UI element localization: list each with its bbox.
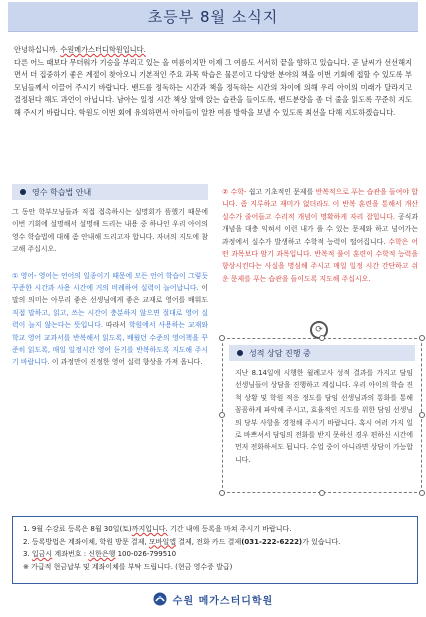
math-guide (222, 186, 418, 285)
resize-handle-icon[interactable] (319, 490, 325, 496)
english-section-heading (12, 184, 208, 200)
english-point-highlight: 영어는 언어의 일종이기 때문에 모든 언어 학습이 그렇듯 꾸준한 시간과 사용 시간에 거의 비례하여 실력이 늘어납니다. (12, 271, 208, 293)
newsletter-page (4, 0, 422, 617)
page-title: 초등부 8월 소식지 (8, 2, 418, 32)
english-math-guide (12, 184, 208, 369)
resize-handle-icon[interactable] (219, 490, 225, 496)
counsel-body-text: 지난 8.14일에 시행한 월례고사 성적 결과를 가지고 담임 선생님들이 상담을 진행하고 계십니다. 우리 아이의 학습 진척 상황 및 학원 적응 정도를 담임 선생님과의 통화를 통해 꼼꼼하게 파악해 주시고, 효율적인 지도를 위한 담임 선생님의 당부 사항을 경청해 주시기 바랍니다. 혹시 여러 가지 일로 바쁘셔서 담임의 전화를 받지 못하신 경우 편하신 시간에 먼저 전화하셔도 됩니다. 수업 중이 아니라면 상담이 가능합니다. (235, 369, 413, 464)
payment-info-box (12, 516, 418, 584)
academy-logo-icon (153, 592, 167, 606)
english-point-label: ① 영어- (12, 271, 37, 280)
info-line-1: 1. 9월 수강료 등록은 8월 30일(토)까지입니다. 기간 내에 등록을 마쳐 주시기 바랍니다. (23, 525, 292, 533)
english-heading-label: 영수 학습법 안내 (32, 187, 92, 197)
counsel-textbox[interactable] (222, 338, 422, 493)
english-point-body-b: 따라서 (105, 321, 126, 330)
english-point-tail: 이 과정만이 진정한 영어 실력 향상을 가져 옵니다. (51, 358, 203, 367)
counsel-heading-label: 성적 상담 진행 중 (249, 348, 311, 358)
resize-handle-icon[interactable] (219, 412, 225, 418)
math-body-a: 좀 지루하고 재미가 없더라도 이 반복 훈련을 통해서 개산 실수가 줄어들고 수리적 개념이 명확하게 자리 잡힙니다. (222, 200, 418, 221)
info-line-2: 2. 등록방법은 계좌이체, 학원 방문 결제, 모바일앱 결제, 전화 카드 결제(031-222-6222)가 있습니다. (23, 537, 341, 546)
math-point-label: ② 수학- (222, 188, 247, 196)
info-line-3: 3. 입금시 계좌번호 : 신한은행 100-026-799510 (23, 550, 177, 558)
academy-brand-name: 수원 메가스터디학원 (172, 595, 274, 607)
resize-handle-icon[interactable] (419, 490, 425, 496)
english-point-body-a: 이 말의 의미는 아무리 좋은 선생님에게 좋은 교재로 영어를 배워도 (12, 284, 208, 305)
math-lead: 쉽고 기초적인 문제를 (248, 188, 314, 196)
english-point-red-a: 직접 말하고, 읽고, 쓰는 시간이 충분하지 않으면 절대로 영어 실력이 늘지 않는다는 뜻입니다. (12, 308, 208, 330)
phone-number: (031-222-6222) (241, 537, 303, 546)
bullet-icon (237, 350, 243, 356)
math-point (222, 186, 418, 285)
english-point-blue-b: 학원에서 사용하는 교재와 학교 영어 교과서를 반복해서 읽도록, 배웠던 수준의 영어책을 꾸준히 읽도록, 매일 일정시간 영어 듣기를 반복하도록 지도해 주시기 바랍니다. (12, 321, 208, 367)
math-red-a: 반복적으로 푸는 습관을 들여야 합니다. (222, 188, 418, 209)
resize-handle-icon[interactable] (219, 335, 225, 341)
greeting-text: 안녕하십니까. (14, 45, 58, 54)
counsel-section-heading (229, 345, 415, 361)
english-point (12, 270, 208, 369)
academy-name: 수원메가스터디학원입니다. (60, 45, 146, 54)
english-intro-text: 그 동안 학부모님들과 직접 접촉하시는 설명회가 뜸했기 때문에 이번 기회에 설명해서 설명해 드리는 내용 중 하나인 우리 아이의 영수 학습법에 대해 좀 안내해 드리고자 합니다. 자녀의 지도에 참고해 주십시오. (12, 208, 208, 254)
footer-brand (4, 588, 422, 610)
resize-handle-icon[interactable] (419, 412, 425, 418)
intro-body: 다른 어느 때보다 무더워가 기승을 부리고 있는 올 여름이지만 이제 그 여름도 서서히 끝을 향하고 있습니다. 곧 날씨가 선선해지면서 더 집중하기 좋은 계절이 찾아오니 기본적인 주요 과목 학습은 물론이고 다양한 분야의 책을 이번 기회에 접할 수 있도록 부모님들께서 이끌어 주시기 바랍니다. 밴드를 정독하는 시간과 책을 정독하는 시간의 차이에 의해 우리 아이의 미래가 달라지고 결정된다 해도 과언이 아닙니다. 남아는 일정 시간 책상 앞에 앉는 습관을 들이도록, 밴드분량을 좀 더 줄을 읽도록 꾸준히 지도해 주시기 바랍니다. 학원도 이번 회에 유의하면서 아이들이 알찬 여름 방학을 보낼 수 있도록 최선을 다해 지도하겠습니다. (14, 57, 412, 117)
info-line-4: ※ 가급적 현금납부 및 계좌이체를 부탁 드립니다. (현금 영수증 발급) (23, 562, 233, 571)
intro-paragraph (14, 44, 412, 119)
math-red-b: 수학은 어떤 과목보다 암기 과목입니다. 반복적 풀이 훈련이 수학적 능력을 향상시킨다는 사실을 명심해 주시고 매일 일정 시간 간단하고 쉬운 문제를 푸는 습관을 들이도록 지도해 주십시오. (222, 237, 418, 283)
math-body-b: 공식과 개념을 대충 익혀서 이런 내가 풀 수 있는 문제와 하고 넘어가는 과정에서 실수가 발생하고 수학적 능력이 떨어집니다. (222, 212, 418, 246)
resize-handle-icon[interactable] (419, 335, 425, 341)
resize-handle-icon[interactable] (319, 335, 325, 341)
rotate-handle-icon[interactable]: ⟳ (310, 321, 328, 339)
bullet-icon (20, 189, 26, 195)
